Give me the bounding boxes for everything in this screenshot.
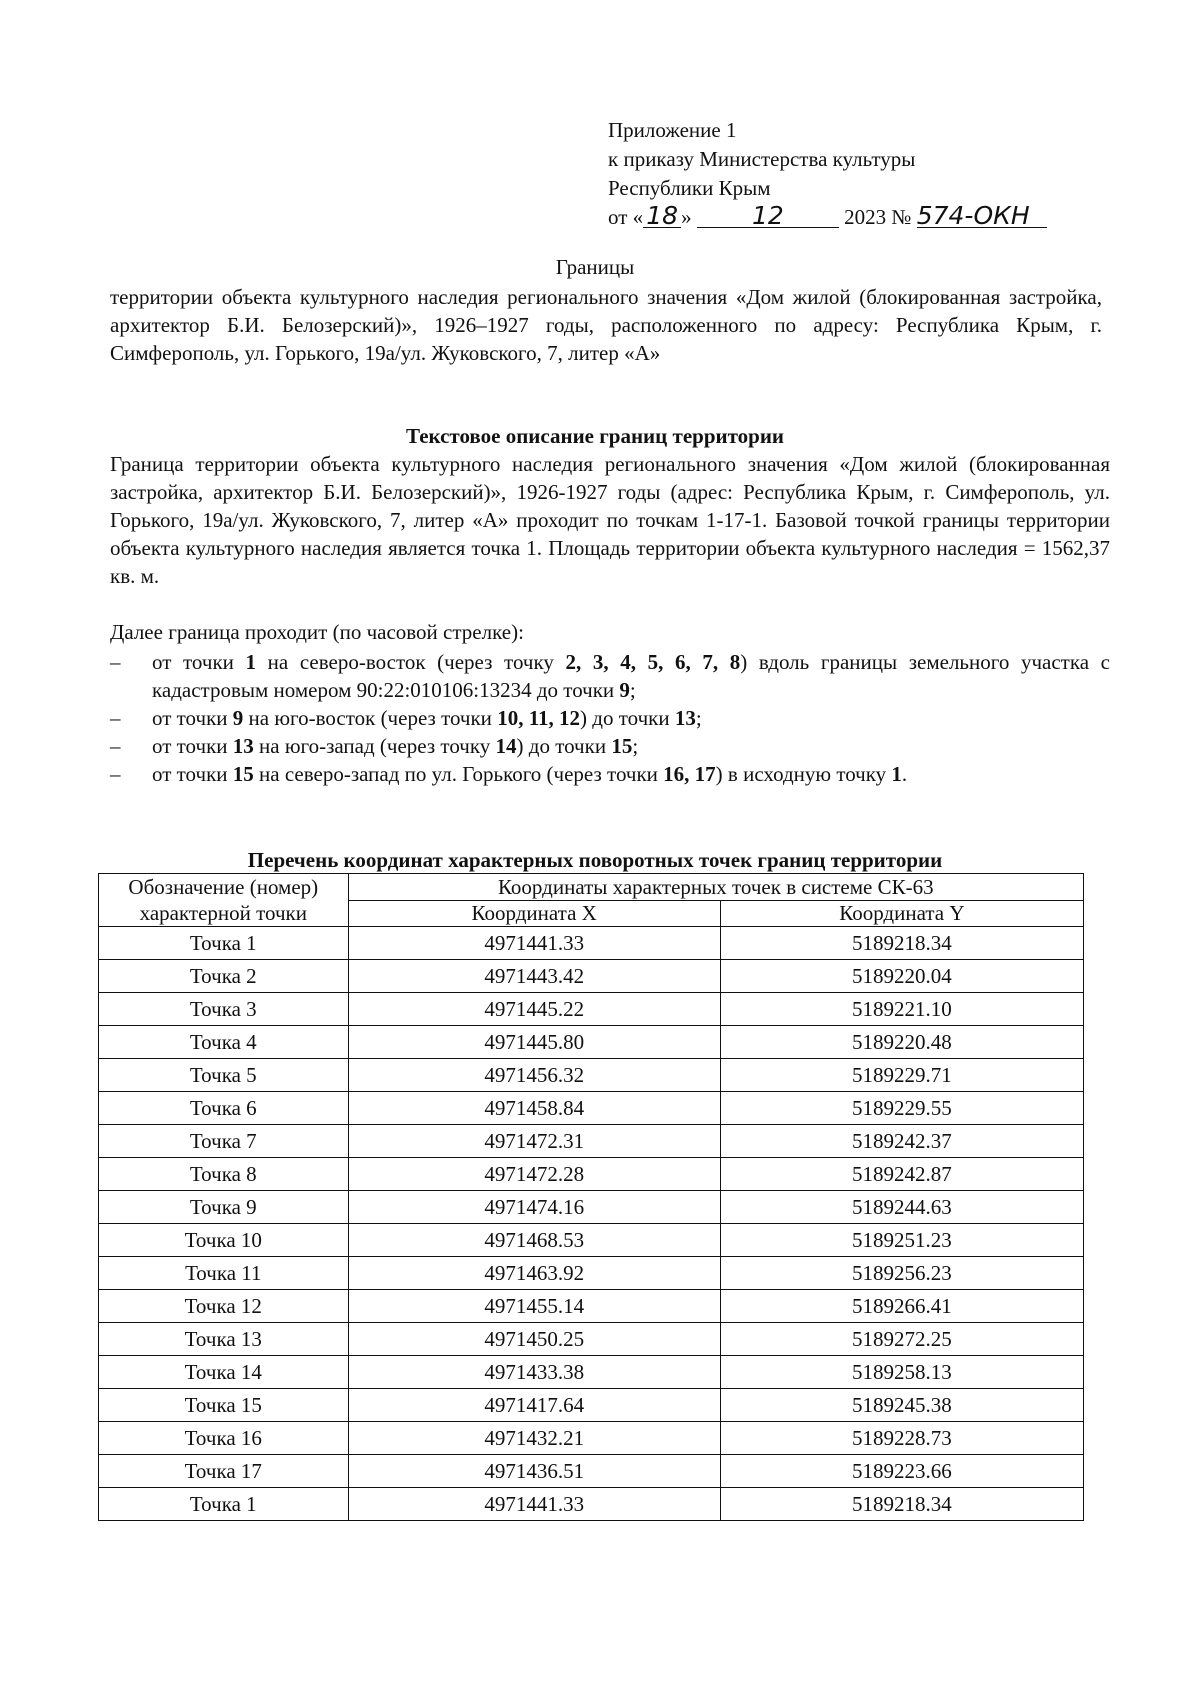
table-row [99, 993, 1084, 1026]
x-cell: 4971443.42 [348, 960, 720, 993]
point-cell: Точка 14 [99, 1356, 349, 1389]
y-cell: 5189242.37 [720, 1125, 1083, 1158]
y-cell: 5189218.34 [720, 1488, 1083, 1521]
point-cell: Точка 4 [99, 1026, 349, 1059]
table-row [99, 1191, 1084, 1224]
header-point [99, 874, 349, 927]
x-cell: 4971472.28 [348, 1158, 720, 1191]
dash-bullet: – [110, 650, 121, 674]
point-cell: Точка 1 [99, 927, 349, 960]
x-cell: 4971450.25 [348, 1323, 720, 1356]
header-coords: Координаты характерных точек в системе СК-63 [348, 874, 1083, 901]
x-cell: 4971417.64 [348, 1389, 720, 1422]
y-cell: 5189242.87 [720, 1158, 1083, 1191]
y-cell: 5189272.25 [720, 1323, 1083, 1356]
annex-line-1: Приложение 1 [608, 118, 737, 142]
point-cell: Точка 3 [99, 993, 349, 1026]
y-cell: 5189251.23 [720, 1224, 1083, 1257]
point-cell: Точка 7 [99, 1125, 349, 1158]
route-text: ; [632, 734, 639, 758]
point-cell: Точка 6 [99, 1092, 349, 1125]
route-point: 9 [619, 678, 630, 702]
route-text: на юго-запад (через точку [253, 734, 496, 758]
dash-bullet: – [110, 734, 121, 758]
route-text: ) в исходную точку [715, 762, 892, 786]
route-item [110, 704, 1110, 732]
y-cell: 5189228.73 [720, 1422, 1083, 1455]
annex-line-2: к приказу Министерства культуры [608, 147, 916, 171]
table-row [99, 1059, 1084, 1092]
y-cell: 5189244.63 [720, 1191, 1083, 1224]
date-month-handwritten: 12 [697, 205, 839, 228]
y-cell: 5189266.41 [720, 1290, 1083, 1323]
annex-date-line [608, 203, 1047, 232]
y-cell: 5189258.13 [720, 1356, 1083, 1389]
point-cell: Точка 1 [99, 1488, 349, 1521]
header-x: Координата X [348, 900, 720, 927]
route-text: ; [695, 706, 702, 730]
x-cell: 4971474.16 [348, 1191, 720, 1224]
y-cell: 5189229.55 [720, 1092, 1083, 1125]
y-cell: 5189245.38 [720, 1389, 1083, 1422]
route-text: . [901, 762, 908, 786]
route-point: 15 [611, 734, 633, 758]
annex-line-3: Республики Крым [608, 176, 771, 200]
header-point-line: характерной точки [139, 901, 307, 925]
route-item [110, 648, 1110, 704]
table-row [99, 1125, 1084, 1158]
y-cell: 5189229.71 [720, 1059, 1083, 1092]
x-cell: 4971432.21 [348, 1422, 720, 1455]
point-cell: Точка 5 [99, 1059, 349, 1092]
route-text: на юго-восток (через точки [243, 706, 498, 730]
route-text: ) до точки [516, 734, 612, 758]
x-cell: 4971441.33 [348, 927, 720, 960]
table-row [99, 1455, 1084, 1488]
route-text: на северо-запад по ул. Горького (через точки [253, 762, 664, 786]
dash-bullet: – [110, 762, 121, 786]
route-list [110, 648, 1110, 788]
document-subtitle: территории объекта культурного наследия регионального значения «Дом жилой (блокированная застройка, архитектор Б.И. Белозерский)», 1926–1927 годы, расположенного по адресу: Республика Крым, г. Симферополь, ул. Горького, 19а/ул. Жуковского, 7, литер «А» [110, 285, 1102, 365]
route-point: 13 [674, 706, 696, 730]
table-row [99, 1257, 1084, 1290]
table-row [99, 1158, 1084, 1191]
x-cell: 4971433.38 [348, 1356, 720, 1389]
route-text: ) вдоль границы земельного участка с кадастровым номером 90:22:010106:13234 до точки [152, 650, 1110, 702]
table-row [99, 960, 1084, 993]
x-cell: 4971468.53 [348, 1224, 720, 1257]
x-cell: 4971456.32 [348, 1059, 720, 1092]
route-text: от точки [152, 762, 233, 786]
x-cell: 4971472.31 [348, 1125, 720, 1158]
table-row [99, 1422, 1084, 1455]
point-cell: Точка 2 [99, 960, 349, 993]
route-text: ) до точки [580, 706, 675, 730]
dash-bullet: – [110, 706, 121, 730]
route-point: 1 [891, 762, 902, 786]
date-day-handwritten: 18 [643, 205, 681, 228]
x-cell: 4971458.84 [348, 1092, 720, 1125]
table-row [99, 1389, 1084, 1422]
year-and-number-label: 2023 № [844, 205, 912, 229]
route-item [110, 760, 1110, 788]
point-cell: Точка 13 [99, 1323, 349, 1356]
x-cell: 4971436.51 [348, 1455, 720, 1488]
route-intro: Далее граница проходит (по часовой стрелке): [110, 620, 524, 644]
y-cell: 5189223.66 [720, 1455, 1083, 1488]
document-title: Границы [555, 255, 635, 279]
table-row [99, 1290, 1084, 1323]
x-cell: 4971455.14 [348, 1290, 720, 1323]
point-cell: Точка 10 [99, 1224, 349, 1257]
route-text: от точки [152, 734, 233, 758]
route-text: от точки [152, 650, 246, 674]
point-cell: Точка 15 [99, 1389, 349, 1422]
date-prefix: от « [608, 205, 644, 229]
y-cell: 5189218.34 [720, 927, 1083, 960]
point-cell: Точка 11 [99, 1257, 349, 1290]
route-item [110, 732, 1110, 760]
x-cell: 4971441.33 [348, 1488, 720, 1521]
route-point: 13 [232, 734, 254, 758]
route-point: 9 [232, 706, 244, 730]
table-row [99, 1026, 1084, 1059]
point-cell: Точка 9 [99, 1191, 349, 1224]
order-number-handwritten: 574-ОКН [917, 205, 1047, 228]
point-cell: Точка 16 [99, 1422, 349, 1455]
point-cell: Точка 17 [99, 1455, 349, 1488]
annex-header [608, 116, 1047, 232]
header-y: Координата Y [720, 900, 1083, 927]
y-cell: 5189220.04 [720, 960, 1083, 993]
coordinates-table [98, 873, 1084, 1521]
table-row [99, 1488, 1084, 1521]
x-cell: 4971463.92 [348, 1257, 720, 1290]
route-text: ; [629, 678, 636, 702]
table-row [99, 927, 1084, 960]
point-cell: Точка 12 [99, 1290, 349, 1323]
route-point: 16, 17 [663, 762, 716, 786]
route-text: на северо-восток (через точку [256, 650, 566, 674]
x-cell: 4971445.22 [348, 993, 720, 1026]
description-text: Граница территории объекта культурного наследия регионального значения «Дом жилой (блокированная застройка, архитектор Б.И. Белозерский)», 1926-1927 годы (адрес: Республика Крым, г. Симферополь, ул. Горького, 19а/ул. Жуковского, 7, литер «А» проходит по точкам 1-17-1. Базовой точкой границы территории объекта культурного наследия является точка 1. Площадь территории объекта культурного наследия = 1562,37 кв. м. [110, 452, 1110, 588]
route-point: 14 [495, 734, 517, 758]
table-row [99, 1356, 1084, 1389]
description-heading: Текстовое описание границ территории [405, 424, 785, 448]
date-mid: » [681, 205, 692, 229]
table-title: Перечень координат характерных поворотных точек границ территории [247, 848, 943, 872]
table-row [99, 1323, 1084, 1356]
x-cell: 4971445.80 [348, 1026, 720, 1059]
y-cell: 5189221.10 [720, 993, 1083, 1026]
point-cell: Точка 8 [99, 1158, 349, 1191]
header-point-line: Обозначение (номер) [128, 875, 319, 899]
table-body [99, 927, 1084, 1521]
route-point: 15 [232, 762, 254, 786]
table-row [99, 1092, 1084, 1125]
route-point: 1 [245, 650, 257, 674]
route-text: от точки [152, 706, 233, 730]
table-row [99, 1224, 1084, 1257]
route-point: 10, 11, 12 [497, 706, 581, 730]
y-cell: 5189220.48 [720, 1026, 1083, 1059]
y-cell: 5189256.23 [720, 1257, 1083, 1290]
route-point: 2, 3, 4, 5, 6, 7, 8 [565, 650, 741, 674]
